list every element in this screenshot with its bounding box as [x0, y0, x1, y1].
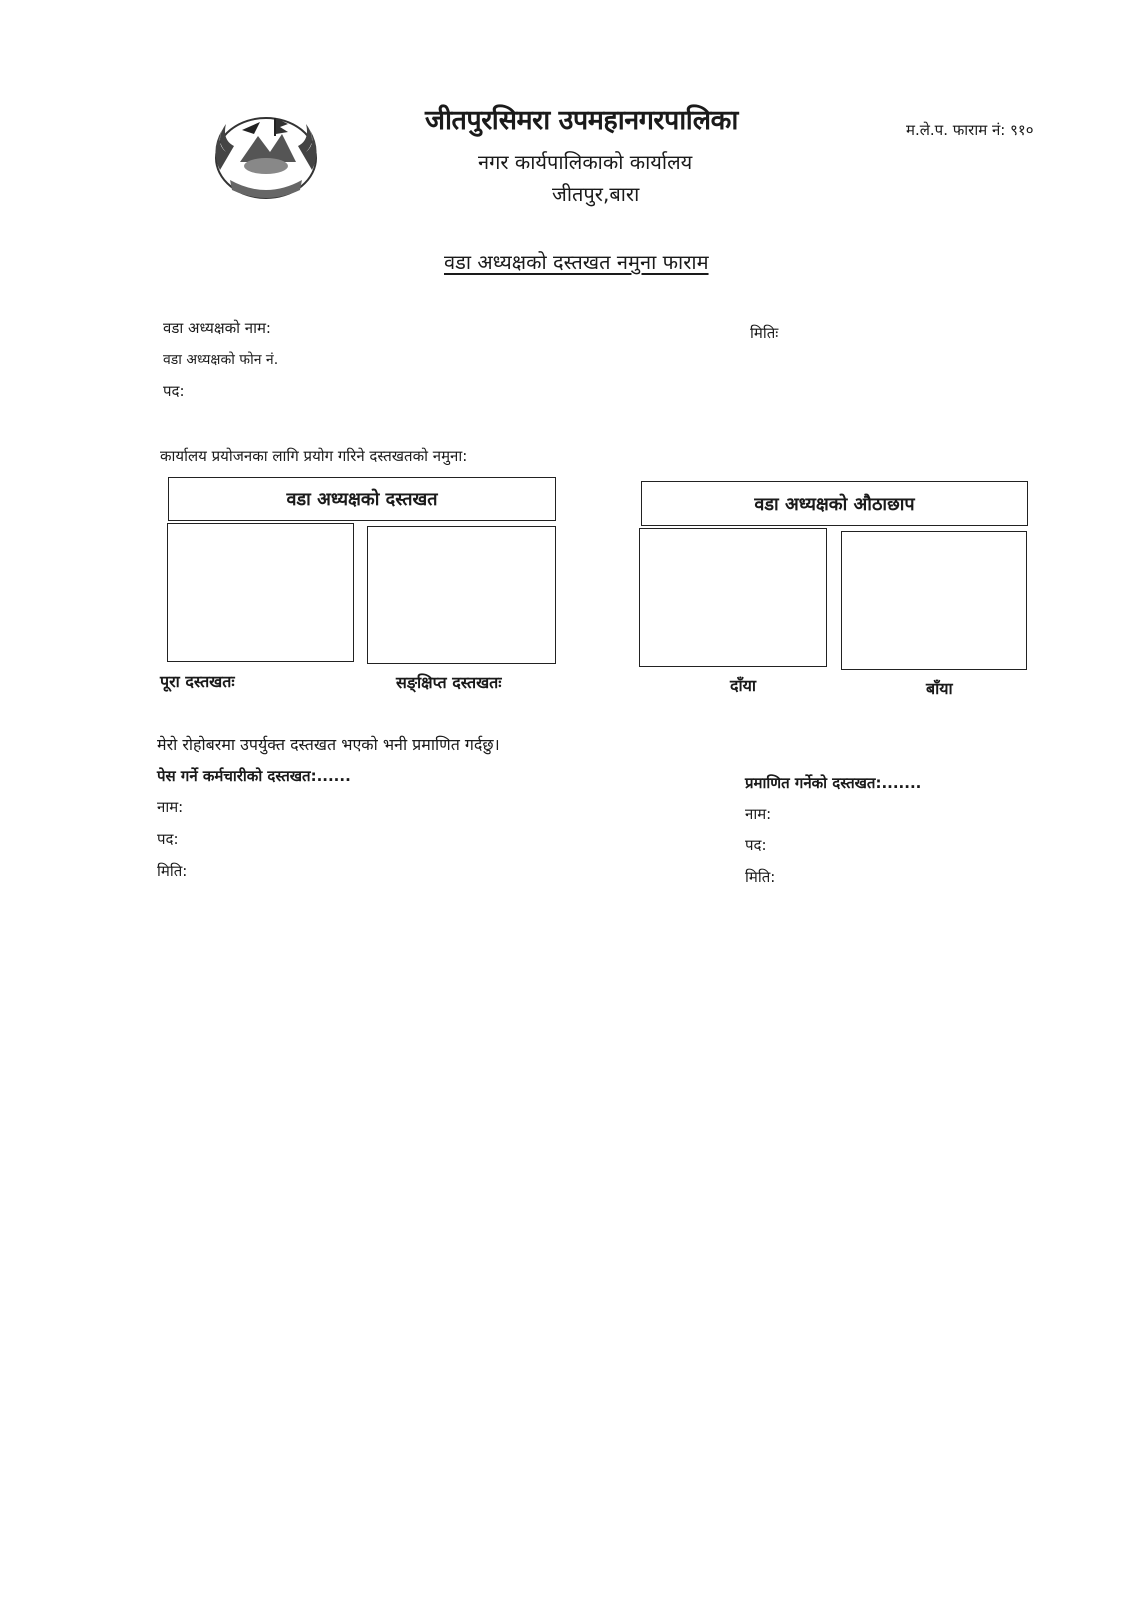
full-signature-box[interactable]	[167, 523, 354, 662]
signature-section-title-text: वडा अध्यक्षको दस्तखत	[286, 489, 438, 510]
certifier-signature-label: प्रमाणित गर्नेको दस्तखत:.......	[745, 774, 922, 792]
thumbprint-section-title-text: वडा अध्यक्षको औठाछाप	[754, 493, 915, 515]
thumbprint-section-title	[641, 481, 1028, 526]
short-signature-label: सङ्क्षिप्त दस्तखतः	[396, 673, 502, 692]
certification-statement: मेरो रोहोबरमा उपर्युक्त दस्तखत भएको भनी प्रमाणित गर्दछु।	[157, 735, 500, 754]
full-signature-label: पूरा दस्तखतः	[160, 672, 235, 691]
short-signature-box[interactable]	[367, 526, 556, 664]
right-thumbprint-box[interactable]	[639, 528, 827, 667]
form-number: म.ले.प. फाराम नं: ९१०	[906, 121, 1034, 139]
form-title: वडा अध्यक्षको दस्तखत नमुना फाराम	[444, 250, 709, 274]
office-name: नगर कार्यपालिकाको कार्यालय	[478, 150, 693, 174]
signature-section-title	[168, 477, 556, 521]
nepal-government-emblem-icon	[196, 100, 336, 208]
certifier-name-label: नाम:	[745, 805, 772, 823]
office-location: जीतपुर,बारा	[552, 182, 640, 206]
date-label: मितिः	[750, 324, 779, 342]
certifier-post-label: पद:	[745, 836, 767, 854]
submitter-signature-label: पेस गर्ने कर्मचारीको दस्तखत:......	[157, 767, 351, 785]
left-thumbprint-label: बाँया	[926, 679, 953, 698]
municipality-name: जीतपुरसिमरा उपमहानगरपालिका	[425, 105, 738, 136]
submitter-name-label: नाम:	[157, 798, 184, 816]
left-thumbprint-box[interactable]	[841, 531, 1027, 670]
chair-name-label: वडा अध्यक्षको नाम:	[163, 319, 271, 337]
certifier-date-label: मिति:	[745, 868, 776, 886]
submitter-date-label: मिति:	[157, 862, 188, 880]
right-thumbprint-label: दाँया	[730, 676, 757, 695]
sample-intro: कार्यालय प्रयोजनका लागि प्रयोग गरिने दस्तखतको नमुना:	[160, 447, 468, 465]
submitter-post-label: पद:	[157, 830, 179, 848]
chair-phone-label: वडा अध्यक्षको फोन नं.	[163, 352, 279, 368]
post-label: पद:	[163, 382, 185, 400]
